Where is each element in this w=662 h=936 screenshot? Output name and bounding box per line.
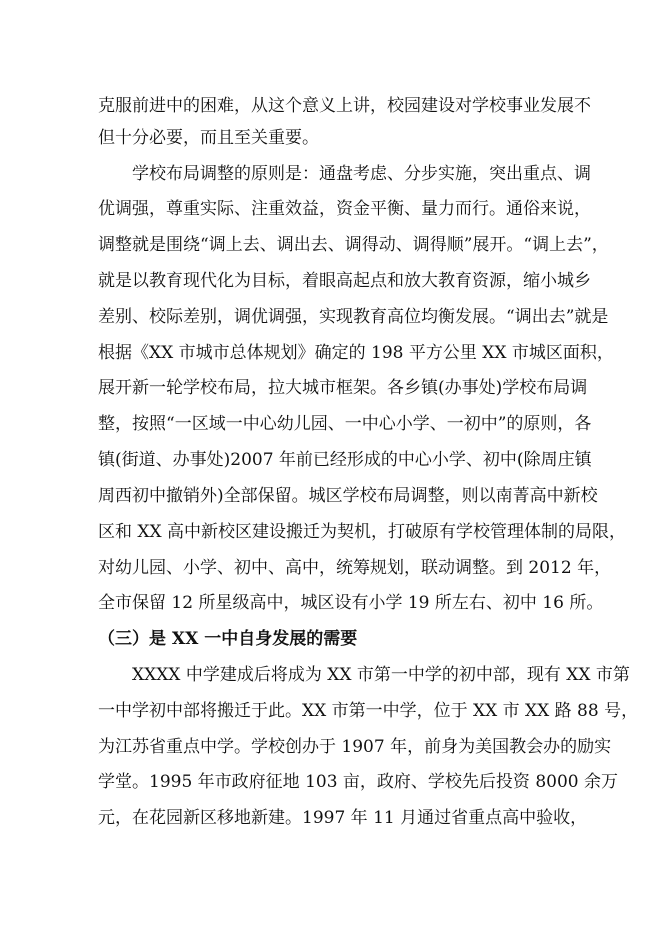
text-line-20: 元，在花园新区移地新建。1997 年 11 月通过省重点高中验收， [98, 808, 588, 828]
text-line-11: 镇(街道、办事处)2007 年前已经形成的中心小学、初中(除周庄镇 [98, 450, 592, 470]
text-line-1: 克服前进中的困难，从这个意义上讲，校园建设对学校事业发展不 [98, 96, 591, 116]
text-line-19: 学堂。1995 年市政府征地 103 亩，政府、学校先后投资 8000 余万 [98, 772, 618, 792]
text-line-8: 根据《XX 市城市总体规划》确定的 198 平方公里 XX 市城区面积， [98, 343, 614, 363]
text-line-16: XXXX 中学建成后将成为 XX 市第一中学的初中部，现有 XX 市第 [132, 665, 630, 685]
text-line-15: 全市保留 12 所星级高中，城区设有小学 19 所左右、初中 16 所。 [98, 593, 604, 613]
text-line-13: 区和 XX 高中新校区建设搬迁为契机，打破原有学校管理体制的局限， [98, 522, 627, 542]
text-line-4: 优调强，尊重实际、注重效益，资金平衡、量力而行。通俗来说， [98, 199, 591, 219]
text-line-3: 学校布局调整的原则是：通盘考虑、分步实施，突出重点、调 [132, 164, 591, 184]
text-line-12: 周西初中撤销外)全部保留。城区学校布局调整，则以南菁高中新校 [98, 486, 598, 506]
section-heading: （三）是 XX 一中自身发展的需要 [98, 629, 358, 649]
text-line-10: 整，按照“一区域一中心幼儿园、一中心小学、一初中”的原则，各 [98, 414, 592, 434]
text-line-5: 调整就是围绕“调上去、调出去、调得动、调得顺”展开。“调上去”， [98, 235, 609, 255]
text-line-9: 展开新一轮学校布局，拉大城市框架。各乡镇(办事处)学校布局调 [98, 378, 588, 398]
text-line-14: 对幼儿园、小学、初中、高中，统筹规划，联动调整。到 2012 年， [98, 558, 612, 578]
text-line-6: 就是以教育现代化为目标，着眼高起点和放大教育资源，缩小城乡 [98, 271, 591, 291]
text-line-17: 一中学初中部将搬迁于此。XX 市第一中学，位于 XX 市 XX 路 88 号， [98, 701, 639, 721]
text-line-18: 为江苏省重点中学。学校创办于 1907 年，前身为美国教会办的励实 [98, 737, 612, 757]
text-line-7: 差别、校际差别，调优调强，实现教育高位均衡发展。“调出去”就是 [98, 307, 609, 327]
text-line-2: 但十分必要，而且至关重要。 [98, 128, 319, 148]
